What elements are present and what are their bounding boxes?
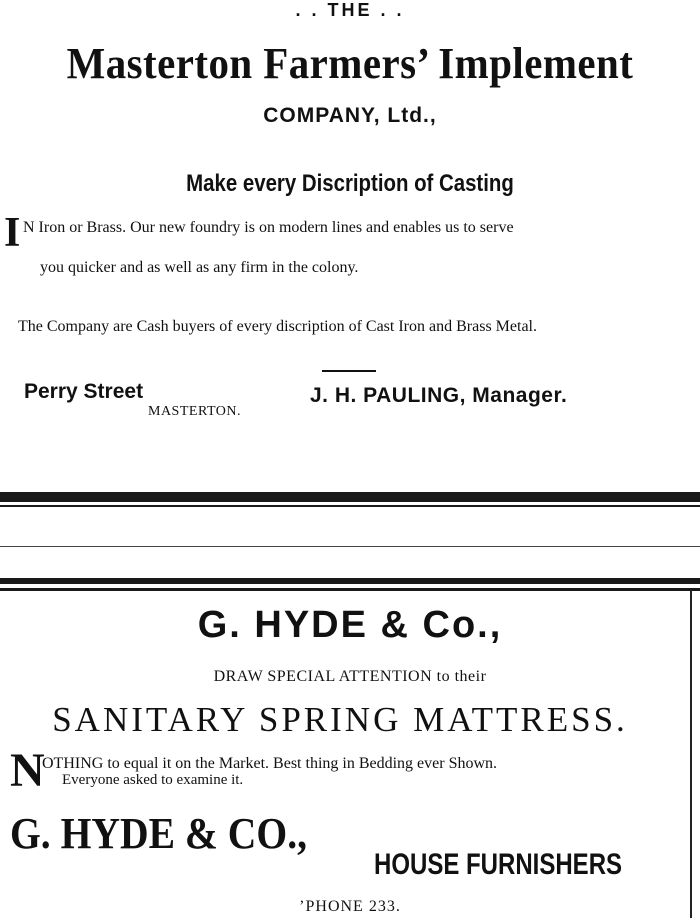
- nothing-to-equal-text: OTHING to equal it on the Market. Best thing in Bedding ever Shown.: [42, 755, 498, 772]
- thin-separator-line: [0, 505, 700, 507]
- thick-separator-band: [0, 492, 700, 502]
- hyde-company-heading: G. HYDE & Co.,: [197, 604, 503, 646]
- house-furnishers-label: HOUSE FURNISHERS: [374, 848, 623, 881]
- street-address: Perry Street: [24, 380, 144, 403]
- ad-frame-top-line: [0, 588, 700, 591]
- hyde-company-signature: G. HYDE & CO.,: [10, 809, 307, 858]
- company-ltd-subheading: COMPANY, Ltd.,: [263, 104, 437, 127]
- casting-headline: Make every Discription of Casting: [186, 170, 514, 197]
- ad-frame-top-band: [0, 578, 700, 584]
- drop-cap-n: N: [10, 744, 45, 797]
- mid-separator-line: [0, 546, 700, 547]
- ad-tag-the: . . THE . .: [295, 0, 405, 20]
- mattress-product-heading: SANITARY SPRING MATTRESS.: [52, 700, 628, 739]
- company-name-heading: Masterton Farmers’ Implement: [66, 39, 634, 88]
- town-name: MASTERTON.: [148, 404, 241, 419]
- foundry-text-line-1: N Iron or Brass. Our new foundry is on modern lines and enables us to serve: [23, 219, 514, 236]
- examine-invitation-text: Everyone asked to examine it.: [62, 772, 244, 788]
- short-divider-rule: [322, 370, 376, 372]
- foundry-text-line-2: you quicker and as well as any firm in the colony.: [40, 259, 359, 276]
- cash-buyers-text: The Company are Cash buyers of every discription of Cast Iron and Brass Metal.: [18, 318, 537, 335]
- manager-signature: J. H. PAULING, Manager.: [310, 384, 568, 407]
- phone-number: ’PHONE 233.: [299, 898, 401, 915]
- attention-line: DRAW SPECIAL ATTENTION to their: [213, 668, 487, 685]
- drop-cap-i: I: [4, 210, 21, 256]
